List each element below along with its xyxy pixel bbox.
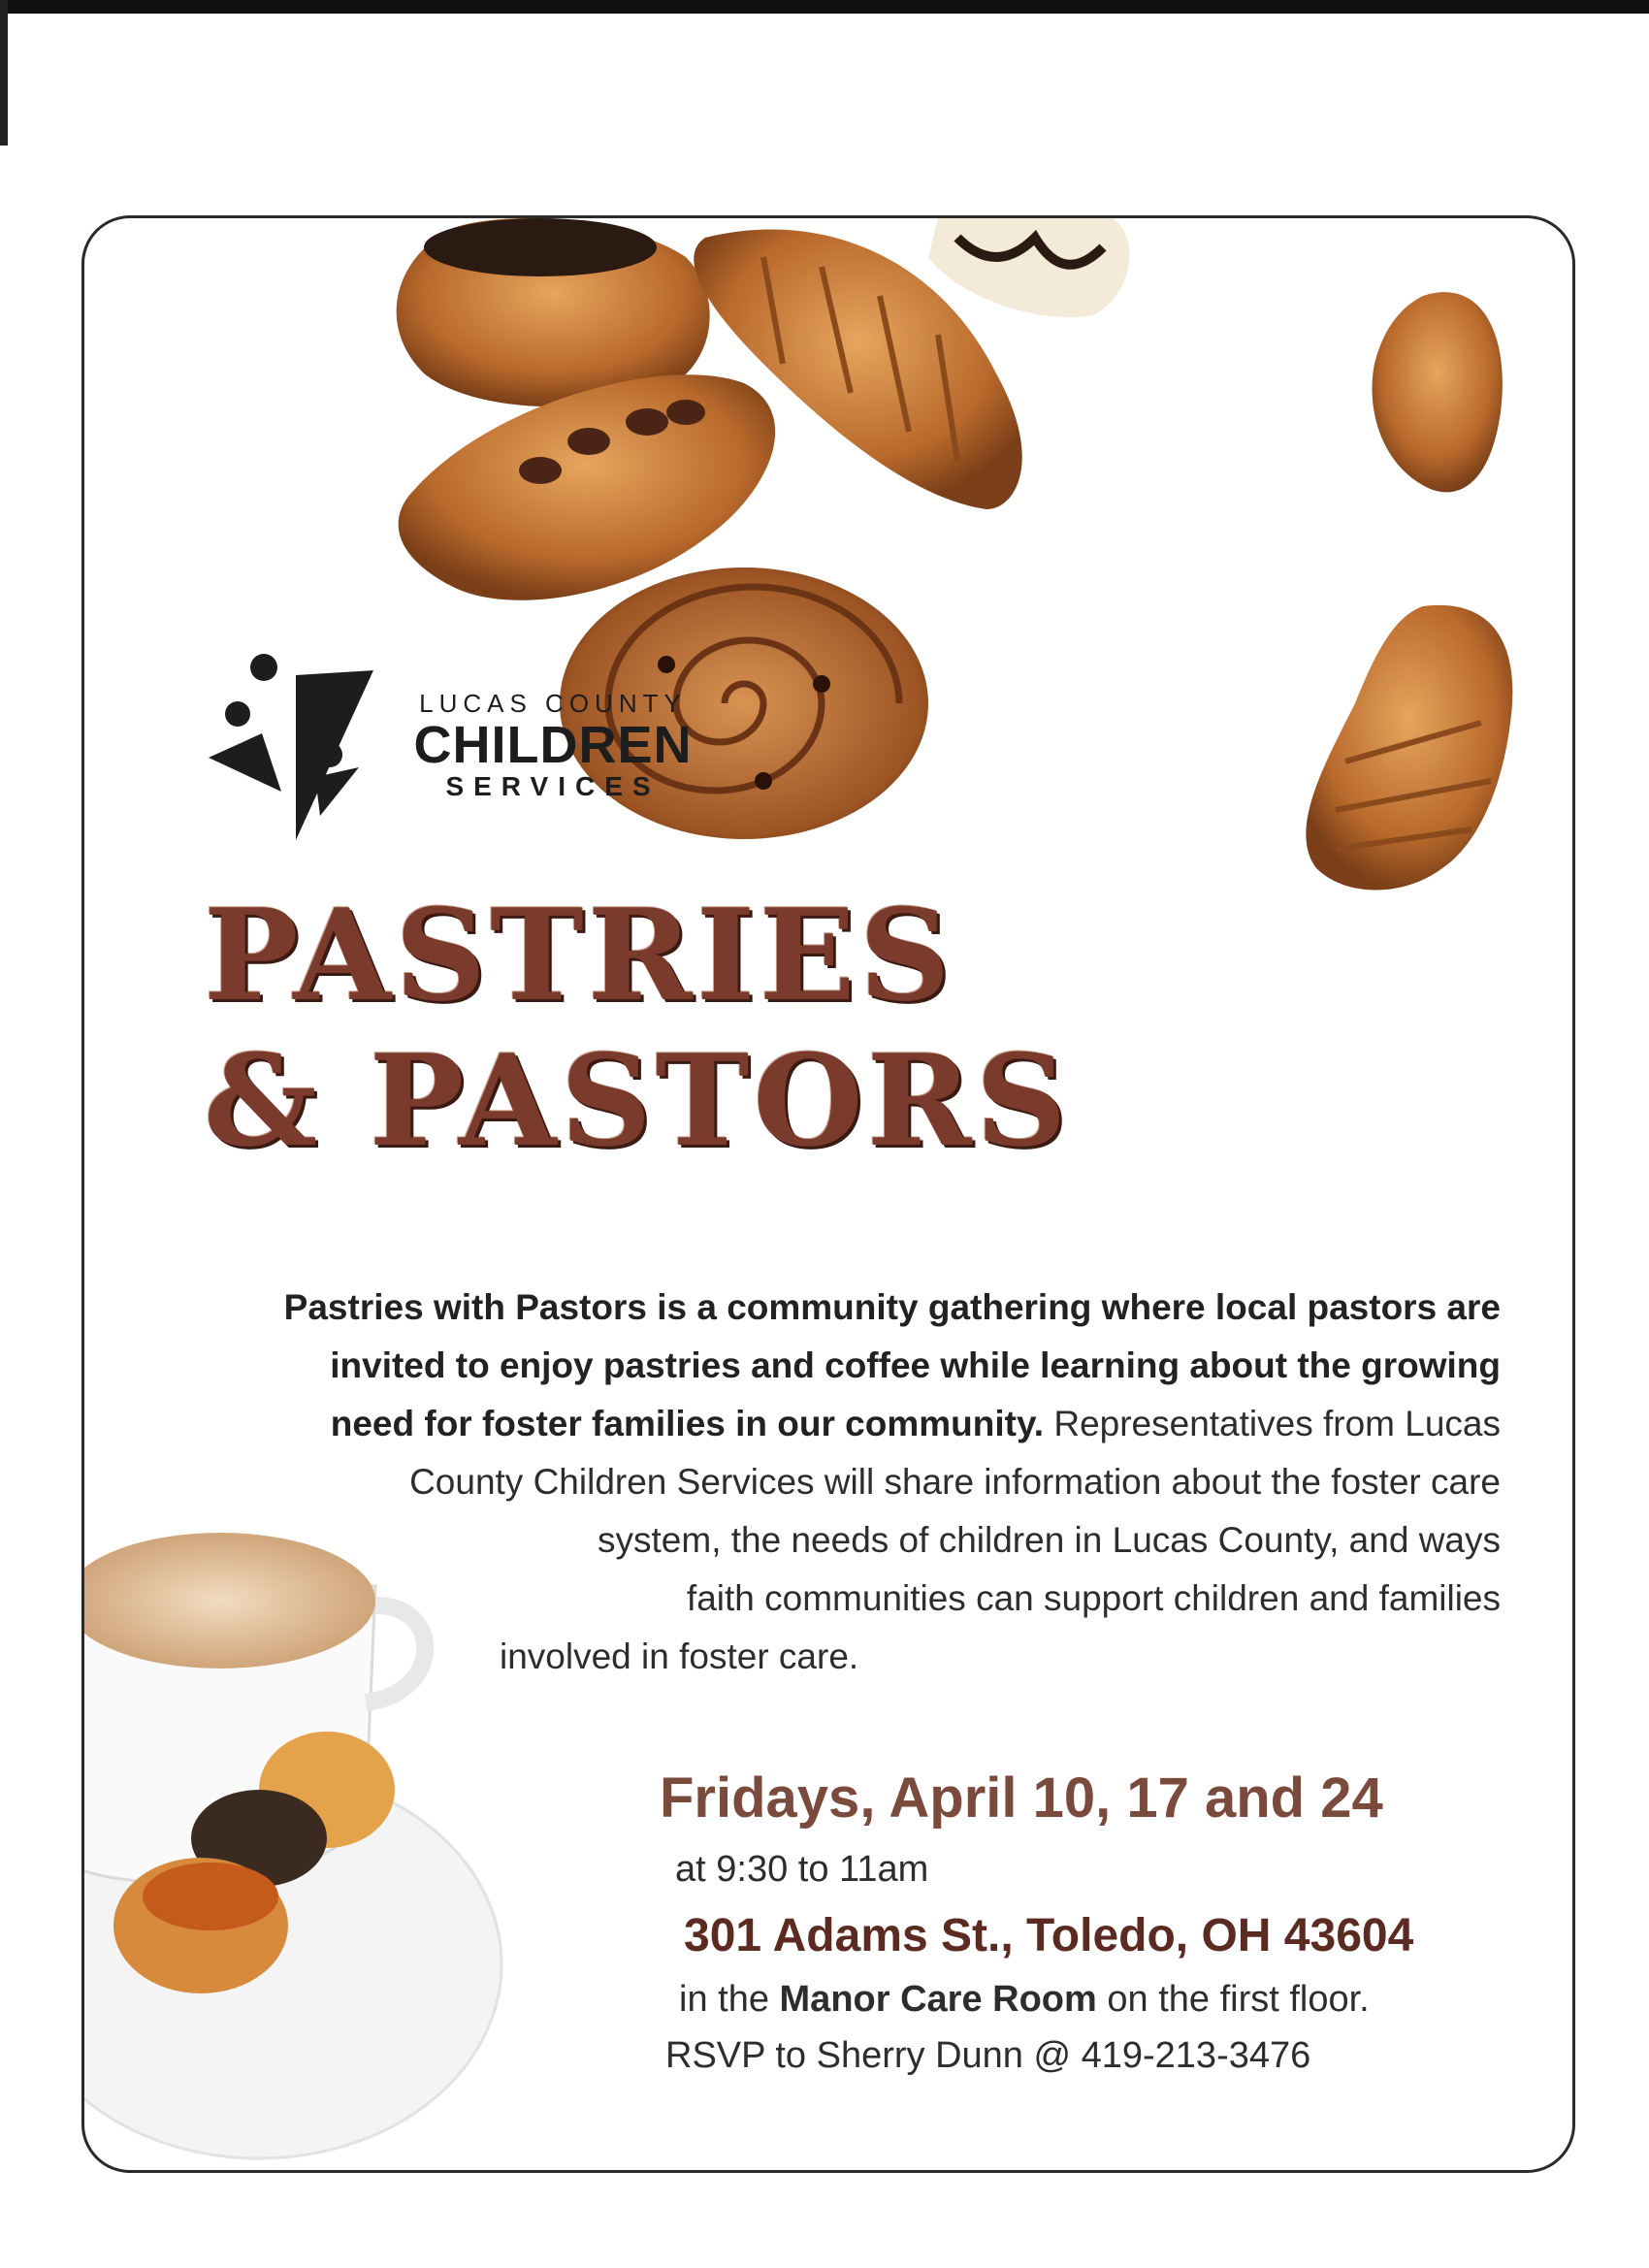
event-time: at 9:30 to 11am	[675, 1849, 929, 1890]
event-dates: Fridays, April 10, 17 and 24	[660, 1766, 1383, 1830]
description-text: Representatives from Lucas	[1044, 1404, 1501, 1443]
croissant-right-icon	[1306, 605, 1512, 891]
room-suffix: on the first floor.	[1096, 1979, 1370, 2020]
flyer-title	[204, 883, 1271, 1174]
event-room	[679, 1979, 1370, 2021]
description-line: system, the needs of children in Lucas County, and ways	[598, 1520, 1501, 1560]
room-prefix: in the	[679, 1979, 780, 2020]
iced-pastry-icon	[928, 218, 1129, 317]
rsvp-contact: RSVP to Sherry Dunn @ 419-213-3476	[665, 2035, 1311, 2076]
description-line: County Children Services will share information about the foster care	[409, 1462, 1501, 1502]
croissant-side-icon	[1373, 292, 1503, 492]
title-line-2: & PASTORS	[204, 1026, 1071, 1175]
lccs-logo-text	[398, 689, 708, 801]
logo-line-children: CHILDREN	[413, 716, 693, 774]
logo-line-lucas-county: LUCAS COUNTY	[419, 689, 687, 718]
description-line: faith communities can support children and families	[686, 1578, 1501, 1618]
title-line-1: PASTRIES	[204, 881, 954, 1029]
event-description	[199, 1279, 1501, 1686]
description-bold-line: need for foster families in our community.	[330, 1404, 1045, 1443]
lccs-logo-icon	[204, 646, 407, 850]
event-address: 301 Adams St., Toledo, OH 43604	[684, 1910, 1414, 1961]
description-line: involved in foster care.	[500, 1636, 859, 1676]
scan-edge-top	[0, 0, 1649, 14]
pecan-braid-icon	[399, 374, 776, 600]
scan-edge-left	[0, 0, 8, 146]
room-name: Manor Care Room	[779, 1979, 1097, 2020]
logo-line-services: SERVICES	[445, 771, 661, 801]
description-bold-line: invited to enjoy pastries and coffee while learning about the growing	[330, 1345, 1501, 1385]
description-bold-line: Pastries with Pastors is a community gathering where local pastors are	[283, 1287, 1501, 1327]
